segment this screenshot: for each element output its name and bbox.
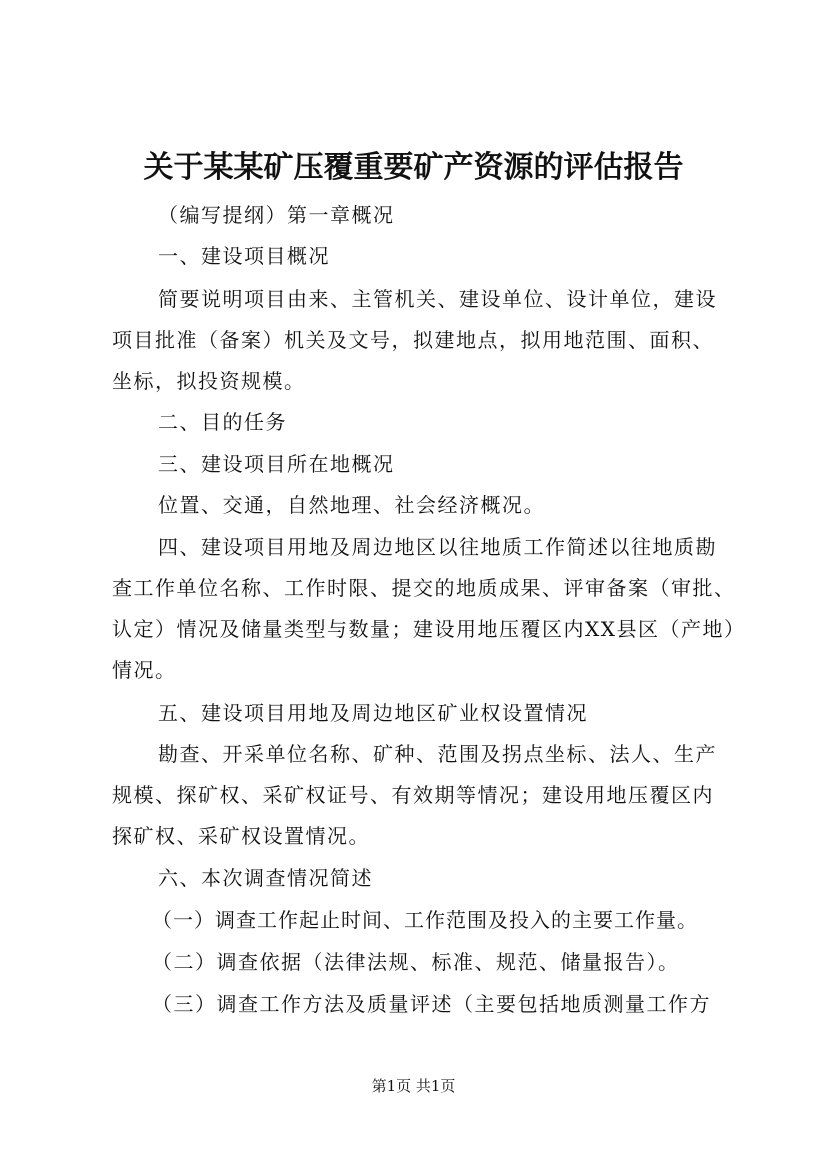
subsection-item-3: （三）调查工作方法及质量评述（主要包括地质测量工作方	[152, 992, 711, 1016]
paragraph-line: 项目批准（备案）机关及文号，拟建地点，拟用地范围、面积、	[112, 328, 714, 352]
paragraph-line: 探矿权、采矿权设置情况。	[112, 824, 370, 848]
section-heading-5: 五、建设项目用地及周边地区矿业权设置情况	[158, 701, 588, 725]
page-footer: 第1页 共1页	[371, 1077, 456, 1095]
outline-heading: （编写提纲）第一章概况	[158, 203, 395, 227]
subsection-item-2: （二）调查依据（法律法规、标准、规范、储量报告）。	[152, 950, 680, 974]
section-heading-6: 六、本次调查情况简述	[158, 866, 373, 890]
section-heading-4: 四、建设项目用地及周边地区以往地质工作简述以往地质勘	[158, 535, 717, 559]
paragraph-line: 规模、探矿权、采矿权证号、有效期等情况；建设用地压覆区内	[112, 783, 714, 807]
paragraph-line: 坐标，拟投资规模。	[112, 369, 306, 393]
paragraph-line: 认定）情况及储量类型与数量；建设用地压覆区内XX县区（产地）	[112, 617, 746, 641]
paragraph-line: 简要说明项目由来、主管机关、建设单位、设计单位，建设	[158, 287, 717, 311]
paragraph-line: 查工作单位名称、工作时限、提交的地质成果、评审备案（审批、	[112, 576, 736, 600]
page-title: 关于某某矿压覆重要矿产资源的评估报告	[143, 150, 684, 185]
paragraph-line: 勘查、开采单位名称、矿种、范围及拐点坐标、法人、生产	[158, 742, 717, 766]
section-heading-1: 一、建设项目概况	[158, 244, 330, 268]
paragraph-line: 情况。	[112, 658, 177, 682]
subsection-item-1: （一）调查工作起止时间、工作范围及投入的主要工作量。	[152, 908, 698, 932]
section-heading-2: 二、目的任务	[158, 410, 287, 434]
paragraph-line: 位置、交通，自然地理、社会经济概况。	[158, 493, 545, 517]
section-heading-3: 三、建设项目所在地概况	[158, 452, 395, 476]
